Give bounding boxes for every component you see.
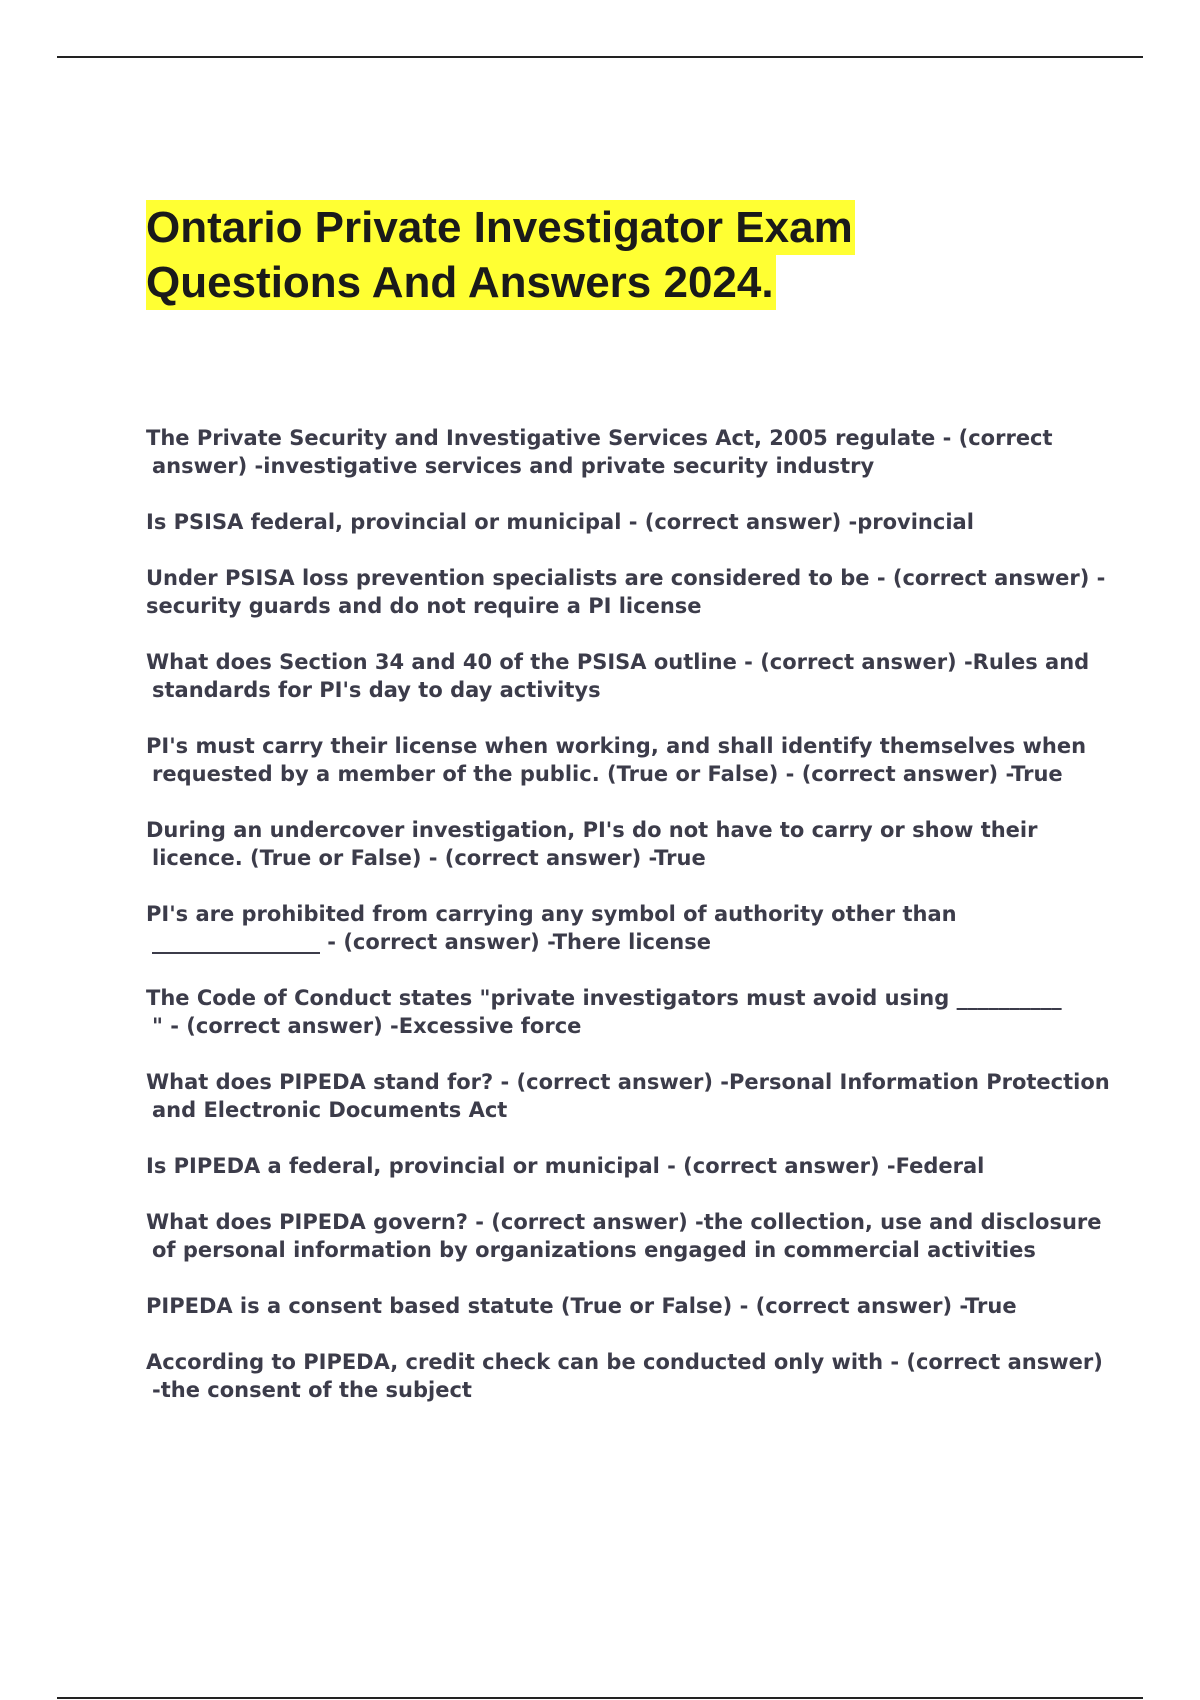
qa-item-10 — [146, 1152, 1106, 1180]
qa-line: of personal information by organizations engaged in commercial activities — [152, 1238, 1036, 1262]
document-title-line-2: Questions And Answers 2024. — [146, 255, 776, 310]
qa-line: licence. (True or False) - (correct answer) -True — [152, 846, 706, 870]
footer-rule — [57, 1697, 1143, 1699]
header-rule — [57, 56, 1143, 58]
qa-line: PI's are prohibited from carrying any symbol of authority other than — [146, 902, 957, 926]
qa-item-6 — [146, 816, 1106, 872]
qa-line: According to PIPEDA, credit check can be conducted only with - (correct answer) — [146, 1350, 1103, 1374]
document-title-line-1: Ontario Private Investigator Exam — [146, 200, 855, 255]
qa-item-8 — [146, 984, 1106, 1040]
qa-line: The Private Security and Investigative Services Act, 2005 regulate - (correct — [146, 426, 1053, 450]
qa-line: What does Section 34 and 40 of the PSISA outline - (correct answer) -Rules and — [146, 650, 1090, 674]
qa-item-5 — [146, 732, 1106, 788]
qa-item-9 — [146, 1068, 1110, 1124]
qa-line: The Code of Conduct states "private investigators must avoid using __________ — [146, 986, 1062, 1010]
qa-line: PI's must carry their license when working, and shall identify themselves when — [146, 734, 1087, 758]
qa-item-12 — [146, 1292, 1106, 1320]
qa-item-4 — [146, 648, 1106, 704]
qa-line: answer) -investigative services and private security industry — [152, 454, 875, 478]
qa-item-3 — [146, 564, 1106, 620]
qa-line: requested by a member of the public. (True or False) - (correct answer) -True — [152, 762, 1063, 786]
qa-line: What does PIPEDA govern? - (correct answer) -the collection, use and disclosure — [146, 1210, 1102, 1234]
qa-item-13 — [146, 1348, 1106, 1404]
qa-line: Is PIPEDA a federal, provincial or municipal - (correct answer) -Federal — [146, 1154, 985, 1178]
qa-line: standards for PI's day to day activitys — [152, 678, 601, 702]
qa-list — [146, 424, 1110, 1432]
qa-line: PIPEDA is a consent based statute (True or False) - (correct answer) -True — [146, 1294, 1017, 1318]
qa-line: " - (correct answer) -Excessive force — [152, 1014, 582, 1038]
qa-item-1 — [146, 424, 1106, 480]
qa-item-11 — [146, 1208, 1106, 1264]
qa-line: Is PSISA federal, provincial or municipal - (correct answer) -provincial — [146, 510, 974, 534]
qa-line: security guards and do not require a PI license — [146, 594, 702, 618]
qa-item-2 — [146, 508, 1106, 536]
qa-line: What does PIPEDA stand for? - (correct answer) -Personal Information Protection — [146, 1070, 1110, 1094]
qa-line: During an undercover investigation, PI's do not have to carry or show their — [146, 818, 1038, 842]
qa-line: ________________ - (correct answer) -There license — [152, 930, 711, 954]
qa-line: Under PSISA loss prevention specialists are considered to be - (correct answer) - — [146, 566, 1106, 590]
qa-line: and Electronic Documents Act — [152, 1098, 508, 1122]
document-title — [146, 200, 855, 310]
qa-item-7 — [146, 900, 1106, 956]
qa-line: -the consent of the subject — [152, 1378, 472, 1402]
